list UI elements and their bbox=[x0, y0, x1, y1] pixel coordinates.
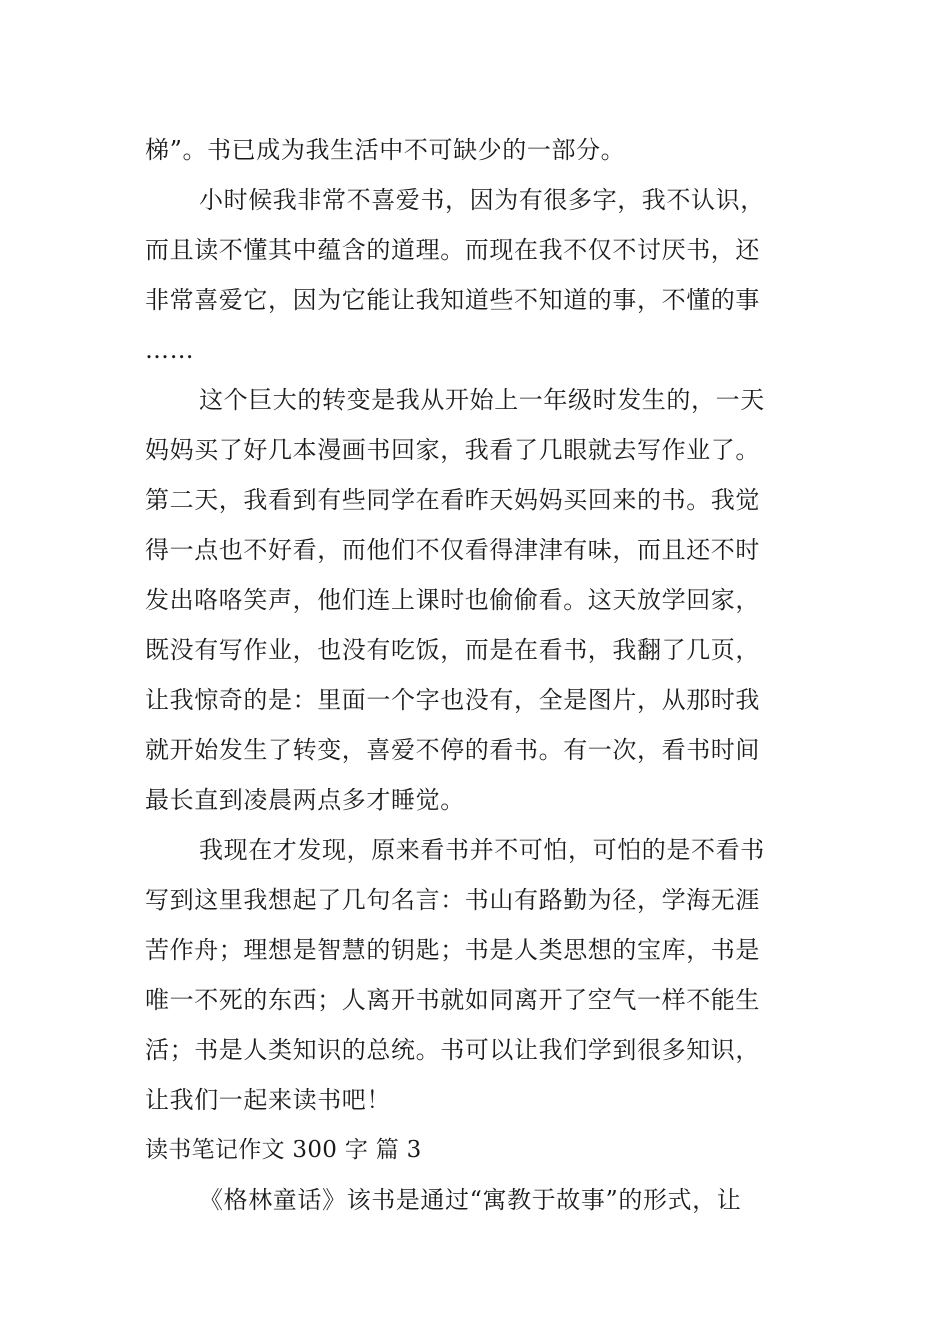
paragraph-line: …… bbox=[145, 336, 195, 364]
paragraph-line: 发出咯咯笑声，他们连上课时也偷偷看。这天放学回家， bbox=[145, 586, 760, 614]
paragraph-line: 梯”。书已成为我生活中不可缺少的一部分。 bbox=[145, 136, 626, 164]
paragraph-line: 我现在才发现，原来看书并不可怕，可怕的是不看书 bbox=[199, 836, 765, 864]
paragraph-line: 而且读不懂其中蕴含的道理。而现在我不仅不讨厌书，还 bbox=[145, 236, 760, 264]
paragraph-line: 这个巨大的转变是我从开始上一年级时发生的，一天 bbox=[199, 386, 765, 414]
paragraph-line: 唯一不死的东西；人离开书就如同离开了空气一样不能生 bbox=[145, 986, 760, 1014]
section-heading: 读书笔记作文 300 字 篇 3 bbox=[145, 1137, 422, 1163]
paragraph-line: 最长直到凌晨两点多才睡觉。 bbox=[145, 786, 465, 814]
paragraph-line: 非常喜爱它，因为它能让我知道些不知道的事，不懂的事 bbox=[145, 286, 760, 314]
paragraph-line: 《格林童话》该书是通过“寓教于故事”的形式，让 bbox=[199, 1186, 742, 1214]
paragraph-line: 写到这里我想起了几句名言：书山有路勤为径，学海无涯 bbox=[145, 886, 760, 914]
paragraph-line: 第二天，我看到有些同学在看昨天妈妈买回来的书。我觉 bbox=[145, 486, 760, 514]
paragraph-line: 妈妈买了好几本漫画书回家，我看了几眼就去写作业了。 bbox=[145, 436, 760, 464]
paragraph-line: 小时候我非常不喜爱书，因为有很多字，我不认识， bbox=[199, 186, 765, 214]
paragraph-line: 活；书是人类知识的总统。书可以让我们学到很多知识， bbox=[145, 1036, 760, 1064]
paragraph-line: 就开始发生了转变，喜爱不停的看书。有一次，看书时间 bbox=[145, 736, 760, 764]
paragraph-line: 让我们一起来读书吧！ bbox=[145, 1086, 391, 1114]
paragraph-line: 既没有写作业，也没有吃饭，而是在看书，我翻了几页， bbox=[145, 636, 760, 664]
paragraph-line: 让我惊奇的是：里面一个字也没有，全是图片，从那时我 bbox=[145, 686, 760, 714]
paragraph-line: 得一点也不好看，而他们不仅看得津津有味，而且还不时 bbox=[145, 536, 760, 564]
paragraph-line: 苦作舟；理想是智慧的钥匙；书是人类思想的宝库，书是 bbox=[145, 936, 760, 964]
